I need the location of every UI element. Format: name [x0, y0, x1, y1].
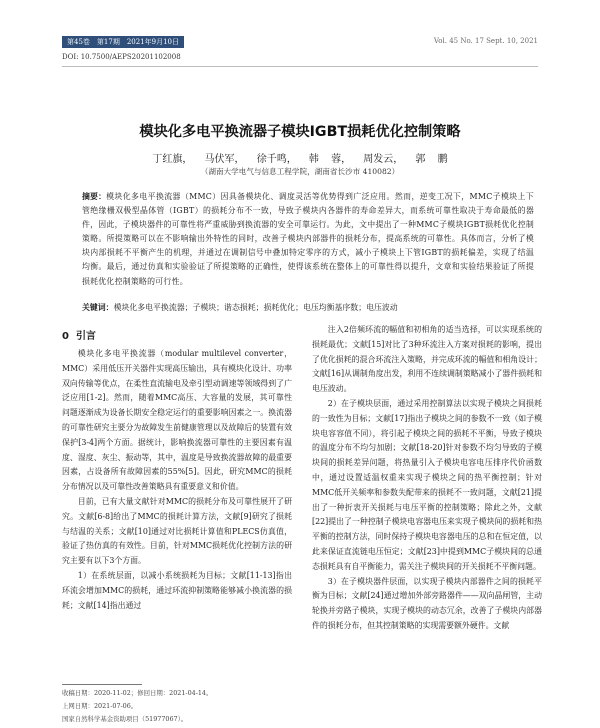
- section-number: 0: [62, 331, 69, 342]
- paragraph: 3）在子模块器件层面，以实现子模块内部器件之间的损耗平衡为目标；文献[24]通过增加外部旁路器件——双向晶闸管，主动轮换并旁路子模块，实现子模块的动态冗余，改善了子模块内部器件的损耗分布，但其控制策略的实现需要额外硬件。文献: [312, 576, 542, 630]
- footnote-received: 收稿日期：2020-11-02；修回日期：2021-04-14。: [62, 689, 213, 697]
- paragraph: 2）在子模块层面，通过采用控制算法以实现子模块之间损耗的一致性为目标；文献[17]指出子模块之间的参数不一致（如子模块电容容值不同），将引起子模块之间的损耗不平衡，导致子模块的温度分布不均匀加剧；文献[18-20]针对参数不均匀导致的子模块间的损耗差异问题，将热量引入子模块电容电压排序代价函数中，通过设置适温权重来实现子模块之间的热平衡控制；针对MMC低开关频率和参数失配带来的损耗不一致问题，文献[21]提出了一种折衷开关损耗与电压平衡的控制策略；除此之外，文献[22]提出了一种控制子模块电容器电压来实现子模块间的损耗和热平衡的控制方法，同时保持子模块电容器电压的总和在恒定值，以此来保证直流链电压恒定；文献[23]中提到MMC子模块间的总通态损耗具有自平衡能力，需关注子模块间的开关损耗不平衡问题。: [312, 398, 542, 571]
- header-divider: [62, 66, 538, 67]
- journal-issue-label: 第45卷 第17期 2021年9月10日: [62, 36, 184, 48]
- affiliation: （湖南大学电气与信息工程学院，湖南省长沙市 410082）: [200, 167, 400, 176]
- abstract: [82, 190, 534, 289]
- footnote-funding: 国家自然科学基金资助项目（51977067）。: [62, 715, 188, 723]
- abstract-label: 摘要：: [82, 192, 107, 201]
- keywords-label: 关键词：: [82, 303, 114, 312]
- left-column: [62, 347, 292, 613]
- right-column: [312, 323, 542, 634]
- journal-volume-label: Vol. 45 No. 17 Sept. 10, 2021: [433, 37, 538, 45]
- paragraph: 注入2倍频环流的幅值和初相角的适当选择，可以实现系统的损耗最优；文献[15]对比了3种环流注入方案对损耗的影响，提出了优化损耗的混合环流注入策略，并完成环流的幅值和相角设计；文献[16]从调制角度出发，利用不连续调制策略减小了器件损耗和电压波动。: [312, 325, 542, 394]
- abstract-text: 模块化多电平换流器（MMC）因具备模块化、调度灵活等优势得到广泛应用。然而，逆变工况下，MMC子模块上下管绝缘栅双极型晶体管（IGBT）的损耗分布不一致，导致子模块内各器件的寿命差异大，而系统可靠性取决于寿命最低的器件，因此，子模块器件的可靠性将严重威胁到换流器的安全可靠运行。为此，文中提出了一种MMC子模块IGBT损耗优化控制策略。所提策略可以在不影响输出外特性的同时，改善子模块内部器件的损耗分布，提高系统的可靠性。具体而言，分析了模块内部损耗不平衡产生的机理，并通过在调制信号中叠加特定零序的方式，减小子模块上下管IGBT的损耗偏差，实现了结温均衡。最后，通过仿真和实验验证了所提策略的正确性，使得该系统在整体上的可靠性得以提升，文章和实验结果验证了所提损耗优化控制策略的可行性。: [82, 192, 534, 286]
- section-title: 引言: [75, 331, 96, 342]
- paragraph: 目前，已有大量文献针对MMC的损耗分布及可靠性展开了研究。文献[6-8]给出了MMC的损耗计算方法，文献[9]研究了损耗与结温的关系；文献[10]通过对比损耗计算值和PLECS仿真值，验证了热仿真的有效性。目前，针对MMC损耗优化控制方法的研究主要有以下3个方面。: [62, 496, 292, 566]
- keywords: [82, 302, 534, 313]
- paper-title: 模块化多电平换流器子模块IGBT损耗优化控制策略: [139, 124, 461, 140]
- author-list: 丁红旗， 马伏军， 徐千鸣， 韩 蓉， 周发云， 郭 鹏: [152, 154, 448, 165]
- doi: DOI: 10.7500/AEPS20201102008: [62, 53, 181, 61]
- paragraph: 模块化多电平换流器（modular multilevel converter，MMC）采用低压开关器件实现高压输出，具有模块化设计、功率双向传输等优点，在柔性直流输电及牵引型动调速等领域得到了广泛应用[1-2]。然而，随着MMC高压、大容量的发展，其可靠性问题逐渐成为设备长期安全稳定运行的重要影响因素之一。换流器的可靠性研究主要分为故障发生前健康管理以及故障后的装置有效保护[3-4]两个方面。据统计，影响换流器可靠性的主要因素有温度、湿度、灰尘、振动等，其中，温度是导致换流器故障的最重要因素，占设备所有故障因素的55%[5]。因此，研究MMC的损耗分布情况以及可靠性改善策略具有重要意义和价值。: [62, 349, 292, 492]
- keywords-text: 模块化多电平换流器；子模块；谐态损耗；损耗优化；电压均衡基序数；电压波动: [113, 303, 398, 312]
- footnote-online: 上网日期：2021-07-06。: [62, 702, 138, 710]
- footnote-divider: [62, 684, 142, 685]
- paragraph: 1）在系统层面，以减小系统损耗为目标；文献[11-13]指出环流会增加MMC的损耗，通过环流抑制策略能够减小换流器的损耗；文献[14]指出通过: [62, 570, 292, 610]
- section-heading: [62, 327, 96, 342]
